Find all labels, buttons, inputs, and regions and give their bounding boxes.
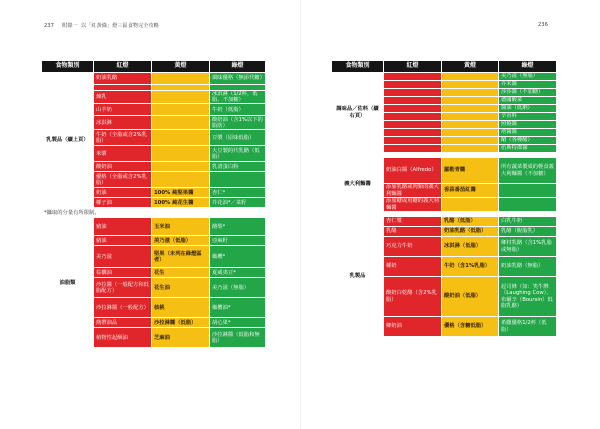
green-cell: 夏威夷豆* (210, 268, 266, 278)
yellow-cell: 玉米油 (152, 218, 210, 236)
category-cell: 乳製品 (332, 217, 384, 337)
red-cell: 植物性起酥油 (94, 328, 152, 348)
yellow-cell (152, 104, 210, 116)
green-cell: 沙拉淋醬（低脂和無脂） (210, 328, 266, 348)
yellow-cell (442, 89, 499, 97)
green-cell: 冰淇淋（1/2杯，低脂、不加糖） (210, 91, 266, 104)
red-cell: 杏仁漿 (384, 217, 442, 227)
header-category: 食物類別 (332, 61, 384, 73)
green-cell: 美乃滋（無脂） (210, 278, 266, 298)
yellow-cell (152, 91, 210, 104)
category-cell: 油脂類 (42, 218, 94, 348)
green-cell: 大豆製的代乳酪（低脂） (210, 146, 266, 162)
left-oils-section (42, 218, 266, 348)
red-cell: 乳酪 (384, 227, 442, 237)
yellow-cell (442, 97, 499, 105)
green-cell: 芥花油*／菜籽 (210, 198, 266, 208)
green-cell: 醬油（低鈉） (499, 105, 557, 113)
table-row (332, 158, 557, 184)
right-page-number: 236 (538, 22, 548, 28)
yellow-cell: 冰淇淋（低脂） (442, 237, 499, 257)
table-header-row (332, 61, 557, 73)
red-cell: 美乃滋 (94, 246, 152, 268)
red-cell: 巧克力牛奶 (384, 237, 442, 257)
green-cell: 美乃滋（無脂） (499, 73, 557, 81)
red-cell: 優格（全脂或含2%乳脂） (94, 172, 152, 188)
chapter-label: 附錄一 (62, 23, 78, 29)
green-cell: 牛奶（低脂） (210, 104, 266, 116)
note-section (42, 208, 266, 218)
red-cell (384, 121, 442, 129)
red-cell (384, 89, 442, 97)
left-page-header (44, 22, 159, 29)
green-cell: 芥末醬 (499, 81, 557, 89)
red-cell: 沙拉醬（一般配方和低脂配方） (94, 278, 152, 298)
yellow-cell (442, 198, 499, 212)
yellow-cell (442, 137, 499, 145)
red-cell: 熱帶油品 (94, 318, 152, 328)
yellow-cell (442, 81, 499, 89)
left-page-number: 237 (44, 23, 54, 29)
running-title: 以「紅黃綠」燈三區食物完全攻略 (81, 23, 159, 29)
green-cell: 豆漿（原味低脂） (210, 130, 266, 146)
red-cell: 沙拉淋醬（一般配方） (94, 298, 152, 318)
green-cell: 照燒醬 (499, 121, 557, 129)
yellow-cell (152, 73, 210, 85)
yellow-cell: 牛奶（含1%乳脂） (442, 257, 499, 277)
header-category: 食物類別 (42, 61, 94, 73)
yellow-cell: 羅勒青醬 (442, 158, 499, 184)
yellow-cell: 100% 純花生醬 (152, 198, 210, 208)
red-cell: 鄉奶油 (384, 317, 442, 337)
green-cell: 塔醬醬 (499, 129, 557, 137)
red-cell (384, 81, 442, 89)
green-cell: 乳酪（脫脂乳） (499, 227, 557, 237)
red-cell: 冰淇淋 (94, 116, 152, 130)
green-cell: 奶油乳酪（無脂） (499, 257, 557, 277)
page-gutter (300, 0, 301, 429)
green-cell: 辛香料 (499, 113, 557, 121)
table-row (332, 217, 557, 227)
right-dairy-section (332, 212, 557, 337)
limit-note: *攝取的分量有所限制。 (42, 208, 266, 218)
green-cell: 橄欖* (210, 246, 266, 268)
yellow-cell (152, 172, 210, 188)
green-cell: 德國酸菜 (499, 97, 557, 105)
header-yellow: 黃燈 (442, 61, 499, 73)
red-cell (384, 145, 442, 153)
category-cell: 調味品／佐料（續右頁） (332, 73, 384, 153)
category-cell: 義大利麵醬 (332, 158, 384, 212)
yellow-cell (442, 121, 499, 129)
green-cell: 橄欖油* (210, 298, 266, 318)
yellow-cell (152, 146, 210, 162)
header-red: 紅燈 (94, 61, 152, 73)
red-cell: 豬油 (94, 236, 152, 246)
red-cell: 椰奶 (384, 257, 442, 277)
yellow-cell: 乳酪（低脂） (442, 217, 499, 227)
yellow-cell (152, 130, 210, 146)
right-condiments-section (332, 73, 557, 153)
red-cell: 豬油 (94, 218, 152, 236)
yellow-cell: 酸奶油（低脂） (442, 277, 499, 317)
red-cell: 奶油乳酪 (94, 73, 152, 85)
green-cell: 胡心果* (210, 318, 266, 328)
red-cell (384, 73, 442, 81)
red-cell: 椰子油 (94, 198, 152, 208)
yellow-cell (442, 145, 499, 153)
green-cell: 鄉村乳酪（含1%乳脂或無脂） (499, 237, 557, 257)
category-cell: 乳製品（續上頁） (42, 73, 94, 208)
green-cell: 亞麻籽 (210, 236, 266, 246)
yellow-cell: 花生 (152, 268, 210, 278)
green-cell (499, 198, 557, 212)
green-cell: 起司條（如：笑牛牌（Laughing Cow）、布爾辛（Boursin）低脂乳酪） (499, 277, 557, 317)
yellow-cell: 花生油 (152, 278, 210, 298)
green-cell: 醋（各種醋） (499, 137, 557, 145)
yellow-cell (152, 162, 210, 172)
red-cell: 牛奶（全脂或含2%乳脂） (94, 130, 152, 146)
table-row (332, 73, 557, 81)
green-cell: 所有蔬菜製成的輕食義大利麵醬（不加糖） (499, 158, 557, 184)
red-cell: 奶油白醬（Alfredo） (384, 158, 442, 184)
green-cell: 酸奶油（含1%以下的脂肪） (210, 116, 266, 130)
green-cell (499, 184, 557, 198)
green-cell: 乳清蛋白粉 (210, 162, 266, 172)
red-cell: 添加乳酪或肉類的義大利麵醬 (384, 184, 442, 198)
left-dairy-section (42, 73, 266, 208)
red-cell (384, 105, 442, 113)
yellow-cell: 沙拉淋醬（低脂） (152, 318, 210, 328)
green-cell: 莎莎醬（不加糖） (499, 89, 557, 97)
red-cell: 米漿 (94, 146, 152, 162)
red-cell (384, 97, 442, 105)
red-cell (384, 137, 442, 145)
red-cell: 山羊奶 (94, 104, 152, 116)
header-green: 綠燈 (499, 61, 557, 73)
red-cell (384, 113, 442, 121)
red-cell: 酸奶白乾酪（含2%乳脂） (384, 277, 442, 317)
yellow-cell (442, 113, 499, 121)
red-cell (384, 129, 442, 137)
yellow-cell (442, 129, 499, 137)
yellow-cell: 優格（含糖低脂） (442, 317, 499, 337)
green-cell: 伍斯特郡醬 (499, 145, 557, 153)
red-cell: 酸奶油 (94, 162, 152, 172)
header-red: 紅燈 (384, 61, 442, 73)
green-cell: 杏仁* (210, 188, 266, 198)
red-cell: 棕櫚油 (94, 268, 152, 278)
green-cell: 風味優格（無添代糖） (210, 73, 266, 85)
header-green: 綠燈 (210, 61, 266, 73)
right-pasta-sauce-section (332, 153, 557, 212)
green-cell (210, 172, 266, 188)
yellow-cell: 100% 純堅果醬 (152, 188, 210, 198)
yellow-cell: 美乃滋（低脂） (152, 236, 210, 246)
green-cell: 酪梨* (210, 218, 266, 236)
header-yellow: 黃燈 (152, 61, 210, 73)
red-cell: 奶油 (94, 188, 152, 198)
yellow-cell: 核桃 (152, 298, 210, 318)
yellow-cell (442, 73, 499, 81)
red-cell: 添加糖或用糖的義大利麵醬 (384, 198, 442, 212)
table-row (42, 73, 266, 85)
yellow-cell: 香蒜番茄紅醬 (442, 184, 499, 198)
yellow-cell (442, 105, 499, 113)
green-cell: 希臘優格1/2杯（低脂） (499, 317, 557, 337)
left-food-table (41, 60, 266, 348)
right-food-table (331, 60, 557, 337)
table-header-row (42, 61, 266, 73)
yellow-cell: 堅果（未列在綠燈區者） (152, 246, 210, 268)
green-cell: 白乳牛奶 (499, 217, 557, 227)
yellow-cell: 芝麻油 (152, 328, 210, 348)
table-row (42, 218, 266, 236)
red-cell: 煉乳 (94, 91, 152, 104)
yellow-cell (152, 116, 210, 130)
yellow-cell: 奶油乳酪（低脂） (442, 227, 499, 237)
